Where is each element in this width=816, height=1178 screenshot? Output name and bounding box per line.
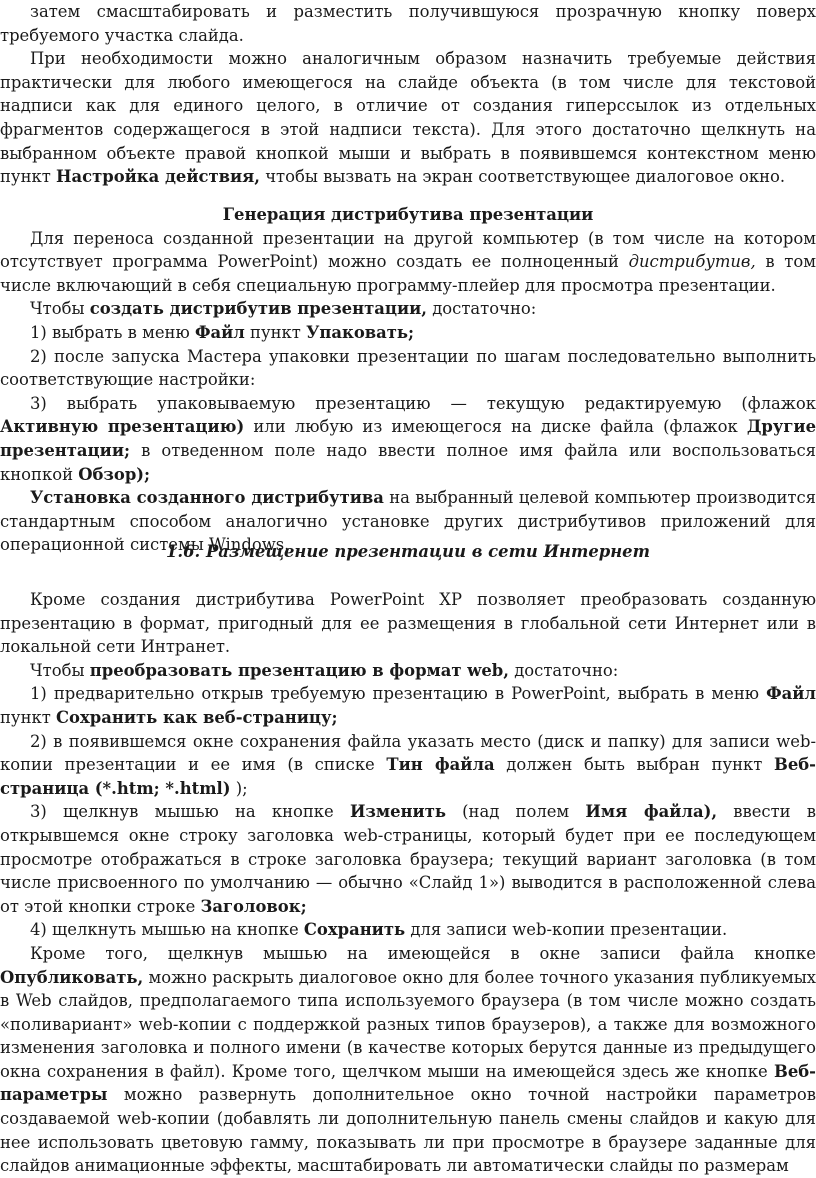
paragraph: Кроме создания дистрибутива PowerPoint XP позволяет преобразовать созданную презентацию в формат, пригодный для ее размещения в глобальной сети Интернет или в локальной сети Интранет. (0, 590, 816, 657)
section-heading: 1.6. Размещение презентации в сети Интернет (166, 542, 650, 561)
text-block-3 (0, 540, 816, 564)
text-block-4 (0, 588, 816, 1178)
list-item: 2) в появившемся окне сохранения файла указать место (диск и папку) для записи web-копии презентации и ее имя (в списке Тин файла должен быть выбран пункт Веб-страница (*.htm; *.html) ); (0, 731, 816, 798)
list-item: 3) щелкнув мышью на кнопке Изменить (над полем Имя файла), ввести в открывшемся окне строку заголовка web-страницы, который будет при ее последующем просмотре отображаться в строке заголовка браузера; текущий вариант заголовка (в том числе присвоенного по умолчанию — обычно «Слайд 1») выводится в расположенной слева от этой кнопки строке Заголовок; (0, 802, 816, 916)
list-item: 3) выбрать упаковываемую презентацию — текущую редактируемую (флажок Активную презентацию) или любую из имеющегося на диске файла (флажок Другие презентации; в отведенном поле надо ввести полное имя файла или воспользоваться кнопкой Обзор); (0, 393, 816, 484)
list-item: 1) выбрать в меню Файл пункт Упаковать; (30, 322, 415, 342)
list-item: 4) щелкнуть мышью на кнопке Сохранить для записи web-копии презентации. (30, 920, 728, 940)
text-block-2 (0, 203, 816, 557)
list-item: 2) после запуска Мастера упаковки презентации по шагам последовательно выполнить соответствующие настройки: (0, 346, 816, 390)
paragraph: Чтобы преобразовать презентацию в формат web, достаточно: (30, 660, 619, 680)
paragraph: При необходимости можно аналогичным образом назначить требуемые действия практически для любого имеющегося на слайде объекта (в том числе для текстовой надписи как для единого целого, в отличие от создания гиперссылок из отдельных фрагментов содержащегося в этой надписи текста). Для этого достаточно щелкнуть на выбранном объекте правой кнопкой мыши и выбрать в появившемся контекстном меню пункт Настройка действия, чтобы вызвать на экран соответствующее диалоговое окно. (0, 49, 816, 187)
paragraph: Для переноса созданной презентации на другой компьютер (в том числе на котором отсутствует программа PowerPoint) можно создать ее полноценный дистрибутив, в том числе включающий в себя специальную программу-плейер для просмотра презентации. (0, 228, 816, 295)
paragraph: Кроме того, щелкнув мышью на имеющейся в окне записи файла кнопке Опубликовать, можно раскрыть диалоговое окно для более точного указания публикуемых в Web слайдов, предполагаемого типа используемого браузера (в том числе можно создать «поливариант» web-копии с поддержкой разных типов браузеров), а также для возможного изменения заголовка и полного имени (в качестве которых берутся данные из предыдущего окна сохранения в файл). Кроме того, щелчком мыши на имеющейся здесь же кнопке Веб-параметры можно развернуть дополнительное окно точной настройки параметров создаваемой web-копии (добавлять ли дополнительную панель смены слайдов и какую для нее использовать цветовую гамму, показывать ли при просмотре в браузере заданные для слайдов анимационные эффекты, масштабировать ли автоматически слайды по размерам (0, 943, 816, 1176)
paragraph: Чтобы создать дистрибутив презентации, достаточно: (30, 299, 537, 319)
text-block-1 (0, 0, 816, 189)
list-item: 1) предварительно открыв требуемую презентацию в PowerPoint, выбрать в меню Файл пункт Сохранить как веб-страницу; (0, 684, 816, 727)
paragraph: Установка созданного дистрибутива на выбранный целевой компьютер производится стандартным способом аналогично установке других дистрибутивов приложений для операционной системы Windows. (0, 488, 816, 555)
paragraph: затем смасштабировать и разместить получившуюся прозрачную кнопку поверх требуемого участка слайда. (0, 2, 816, 45)
section-heading: Генерация дистрибутива презентации (222, 205, 594, 224)
